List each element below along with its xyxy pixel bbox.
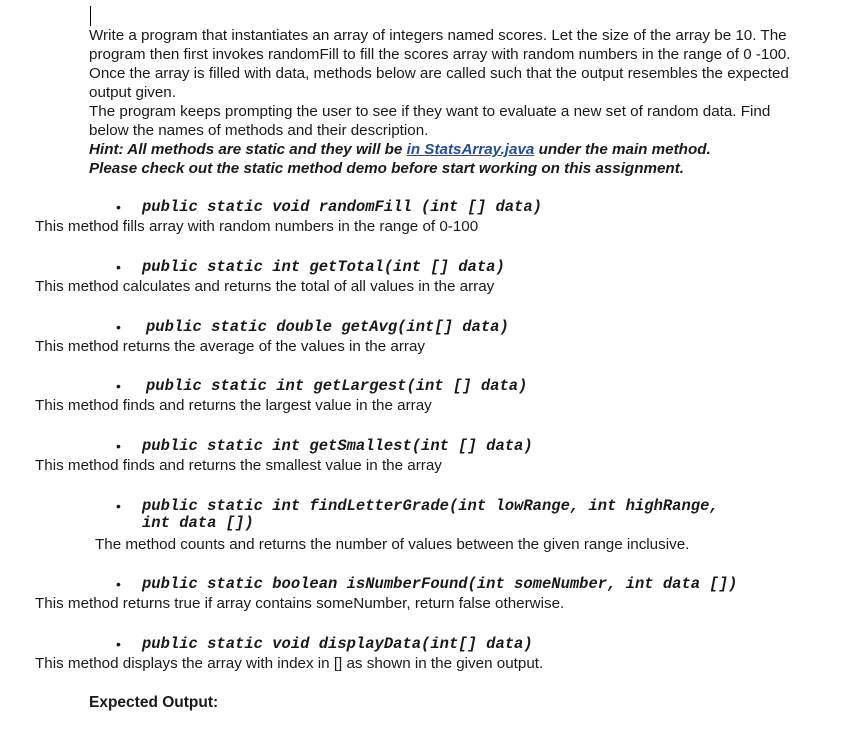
assignment-intro — [89, 26, 809, 178]
method-description: This method fills array with random numbers in the range of 0-100 — [35, 218, 479, 235]
method-description: This method returns true if array contains someNumber, return false otherwise. — [35, 595, 565, 612]
hint-line-2: Please check out the static method demo before start working on this assignment. — [89, 160, 684, 177]
method-signature: public static int getSmallest(int [] data) — [142, 437, 533, 455]
method-signature: public static int findLetterGrade(int lowRange, int highRange, — [142, 497, 719, 515]
bullet: • — [116, 319, 121, 335]
method-description: This method finds and returns the largest value in the array — [35, 397, 432, 414]
method-signature: public static boolean isNumberFound(int someNumber, int data []) — [142, 575, 738, 593]
method-signature: public static void displayData(int[] data) — [142, 635, 533, 653]
method-description: This method calculates and returns the total of all values in the array — [35, 278, 495, 295]
hint-text-end: under the main method. — [534, 141, 711, 158]
method-description: This method displays the array with index in [] as shown in the given output. — [35, 655, 544, 672]
statsarray-link[interactable]: in StatsArray.java — [406, 141, 535, 158]
expected-output-heading: Expected Output: — [89, 694, 219, 711]
bullet: • — [116, 259, 121, 275]
method-signature-continuation: int data []) — [142, 514, 254, 532]
method-signature: public static int getTotal(int [] data) — [142, 258, 505, 276]
hint-line-1 — [89, 140, 809, 159]
bullet: • — [116, 576, 121, 592]
method-signature: public static void randomFill (int [] data) — [142, 198, 542, 216]
bullet: • — [116, 378, 121, 394]
method-description: The method counts and returns the number of values between the given range inclusive. — [95, 536, 690, 553]
method-signature: public static int getLargest(int [] data) — [146, 377, 528, 395]
bullet: • — [116, 498, 121, 514]
intro-paragraph-2: The program keeps prompting the user to see if they want to evaluate a new set of random data. Find below the names of methods and their description. — [89, 103, 771, 139]
bullet: • — [116, 636, 121, 652]
method-signature: public static double getAvg(int[] data) — [146, 318, 509, 336]
hint-text: Hint: All methods are static and they will be — [89, 141, 407, 158]
method-description: This method returns the average of the values in the array — [35, 338, 426, 355]
bullet: • — [116, 438, 121, 454]
method-description: This method finds and returns the smallest value in the array — [35, 457, 442, 474]
text-cursor — [90, 6, 91, 26]
intro-paragraph-1: Write a program that instantiates an array of integers named scores. Let the size of the array be 10. The program then first invokes randomFill to fill the scores array with random numbers in the range of 0 -100. Once the array is filled with data, methods below are called such that the output resembles the expected output given. — [89, 27, 791, 101]
bullet: • — [116, 199, 121, 215]
